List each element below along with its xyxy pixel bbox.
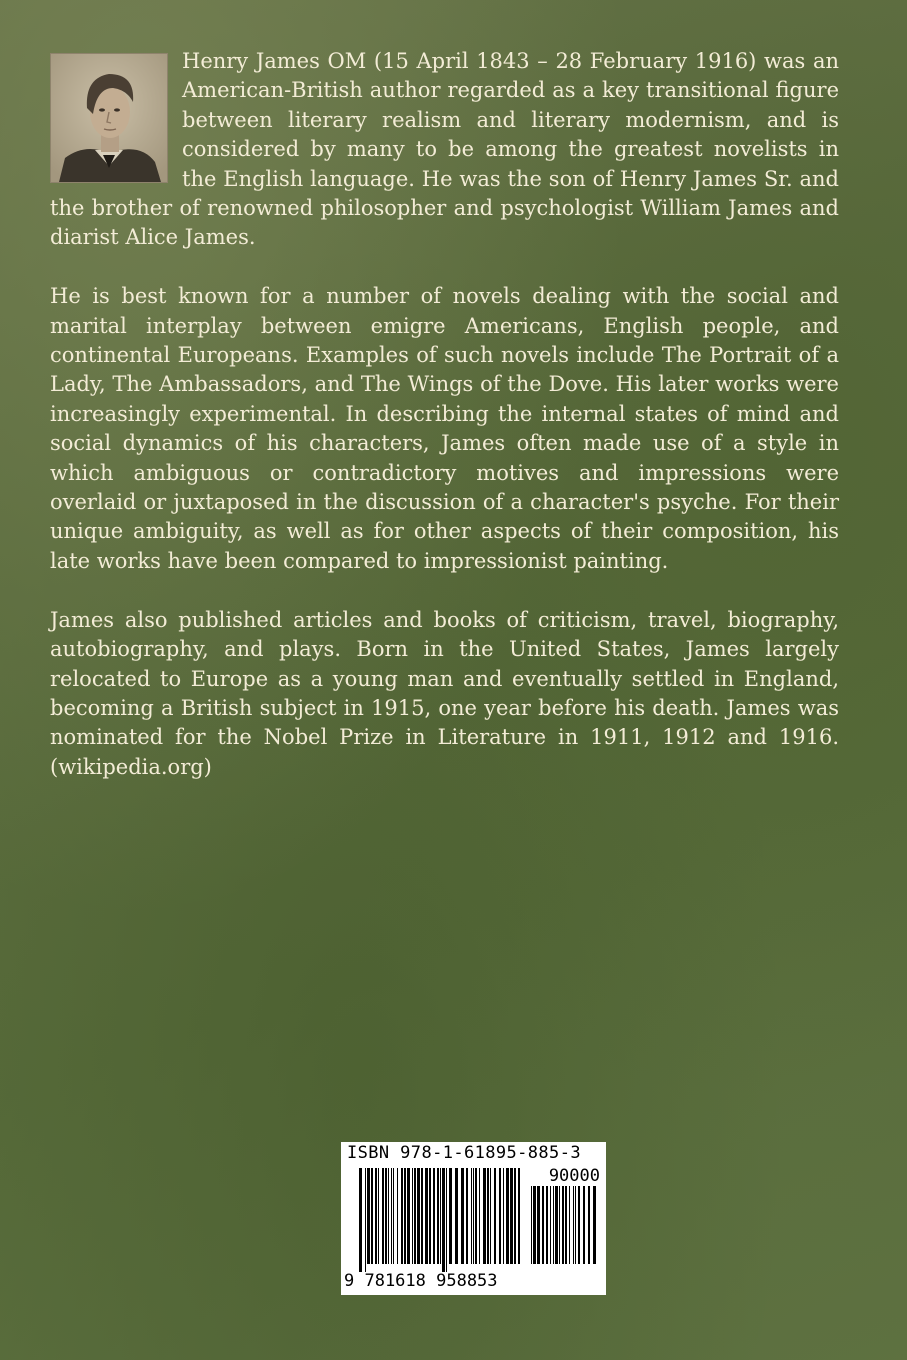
ean-barcode-bars <box>359 1168 525 1272</box>
author-description <box>50 47 839 812</box>
addon-barcode-bars <box>531 1186 599 1272</box>
ean-digits: 9 781618 958853 <box>344 1271 498 1291</box>
author-portrait <box>50 53 168 183</box>
price-code: 90000 <box>548 1166 600 1186</box>
isbn-label: ISBN 978-1-61895-885-3 <box>347 1143 581 1163</box>
isbn-barcode <box>341 1142 606 1295</box>
paragraph-1: Henry James OM (15 April 1843 – 28 February 1916) was an American-British author regarded as a key transitional figure between literary realism and literary modernism, and is considered by many to be among the greatest novelists in the English language. He was the son of Henry James Sr. and the brother of renowned philosopher and psychologist William James and diarist Alice James. <box>50 49 839 250</box>
paragraph-2: He is best known for a number of novels dealing with the social and marital interplay between emigre Americans, English people, and continental Europeans. Examples of such novels include The Portrait of a Lady, The Ambassadors, and The Wings of the Dove. His later works were increasingly experimental. In describing the internal states of mind and social dynamics of his characters, James often made use of a style in which ambiguous or contradictory motives and impressions were overlaid or juxtaposed in the discussion of a character's psyche. For their unique ambiguity, as well as for other aspects of their composition, his late works have been compared to impressionist painting. <box>50 284 839 573</box>
paragraph-3: James also published articles and books of criticism, travel, biography, autobiography, and plays. Born in the United States, James largely relocated to Europe as a young man and eventually settled in England, becoming a British subject in 1915, one year before his death. James was nominated for the Nobel Prize in Literature in 1911, 1912 and 1916. (wikipedia.org) <box>50 607 839 779</box>
